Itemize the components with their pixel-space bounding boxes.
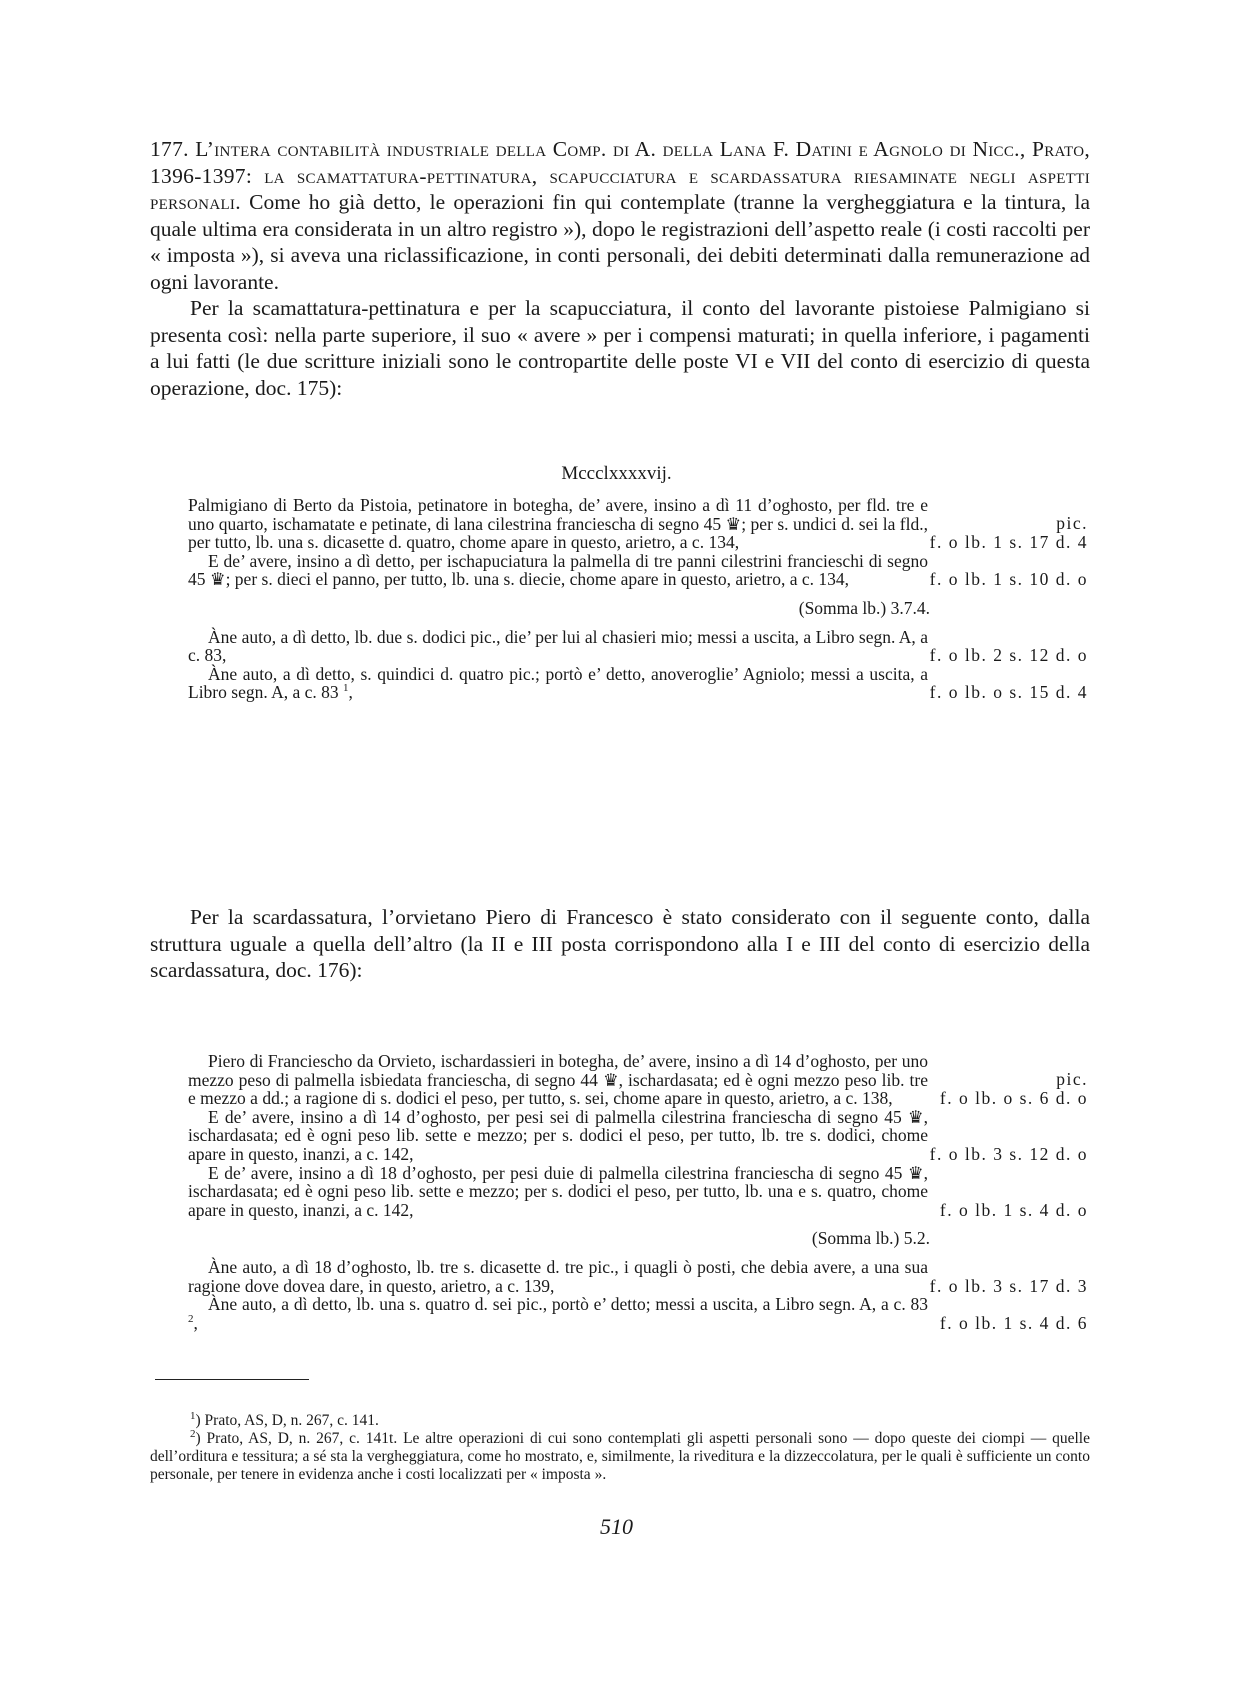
section-heading: 177. L’intera contabilità industriale della Comp. di A. della Lana F. Datini e Agnolo di Nicc., Prato, 1396-1397: la scamattatura-pettinatura, scapucciatura e scardassatura riesaminate negli aspetti personali. [150,137,1090,214]
currency-label: pic. [1056,513,1088,534]
entry-text: E de’ avere, insino a dì 14 d’oghosto, per pesi sei di palmella cilestrina franciescha di segno 45 ♛, ischardasata; ed è ogni peso lib. sette e mezzo; per s. dodici el peso, per tutto, lb. tre s. dodici, chome apare in questo, inanzi, a c. 142, [188,1106,928,1164]
payment-amount: f. o lb. 3 s. 17 d. 3 [929,1275,1088,1296]
account-entry [188,496,1088,552]
entry-amount: f. o lb. 1 s. 10 d. o [929,569,1088,590]
payment-entry [188,665,1088,702]
payment-text: Àne auto, a dì detto, lb. una s. quatro d. sei pic., portò e’ detto; messi a uscita, a Libro segn. A, a c. 83 $^2$, [188,1294,928,1333]
entry-text: Piero di Franciescho da Orvieto, ischardassieri in botegha, de’ avere, insino a dì 14 d’oghosto, per uno mezzo peso di palmella isbiedata franciescha, di segno 44 ♛, ischardasata; ed è ogni mezzo peso lib. tre e mezzo a dd.; a ragione di s. dodici el peso, per tutto, s. sei, chome apare in questo, arietro, a c. 138, [188,1051,928,1109]
footnote-rule [155,1379,309,1380]
scardassatura-paragraph: Per la scardassatura, l’orvietano Piero di Francesco è stato considerato con il seguente conto, dalla struttura uguale a quella dell’altro (la II e III posta corrispondono alla I e III del conto di esercizio della scardassatura, doc. 176): [150,905,1090,982]
entry-amount: f. o lb. 1 s. 17 d. 4 [929,532,1088,553]
account-sum: (Somma lb.) 3.7.4. [798,597,930,618]
intro-paragraph-2: Per la scamattatura-pettinatura e per la scapucciatura, il conto del lavorante pistoiese Palmigiano si presenta così: nella parte superiore, il suo « avere » per i compensi maturati; in quella inferiore, i pagamenti a lui fatti (le due scritture iniziali sono le contropartite delle poste VI e VII del conto di esercizio di questa operazione, doc. 175): [150,296,1090,400]
payment-amount: f. o lb. 1 s. 4 d. 6 [939,1312,1088,1333]
account-entry [188,1108,1088,1164]
footnote-ref: 1 [343,682,349,695]
footnotes [150,1409,1090,1484]
entry-text: E de’ avere, insino a dì detto, per ischapuciatura la palmella di tre panni cilestrini francieschi di segno 45 ♛; per s. dieci el panno, per tutto, lb. una s. diecie, chome apare in questo, arietro, a c. 134, [188,550,928,590]
payment-text: Àne auto, a dì 18 d’oghosto, lb. tre s. dicasette d. tre pic., i quagli ò posti, che debia avere, a una sua ragione dove dovea dare, in questo, arietro, a c. 139, [188,1256,928,1296]
intro-section [150,136,1090,401]
account-palmigiano [188,496,1088,702]
footnote-ref: 2 [188,1312,194,1325]
payment-text: Àne auto, a dì detto, lb. due s. dodici pic., die’ per lui al chasieri mio; messi a uscita, a Libro segn. A, a c. 83, [188,626,928,666]
account-entry [188,1052,1088,1108]
entry-text: Palmigiano di Berto da Pistoia, petinatore in botegha, de’ avere, insino a dì 11 d’oghosto, per fld. tre e uno quarto, ischamatate e petinate, di lana cilestrina franciescha di segno 45 ♛; per s. undici d. sei la fld., per tutto, lb. una s. dicasette d. quatro, chome apare in questo, arietro, a c. 134, [188,495,928,553]
payment-entry [188,628,1088,665]
page-number: 510 [600,1514,633,1539]
account-entry [188,1164,1088,1220]
year-title: Mccclxxxxvij. [561,463,672,484]
entry-amount: f. o lb. 3 s. 12 d. o [929,1143,1088,1164]
payment-text: Àne auto, a dì detto, s. quindici d. quatro pic.; portò e’ detto, anoveroglie’ Agniolo; messi a uscita, a Libro segn. A, a c. 83 $^1$, [188,663,928,703]
account-sum: (Somma lb.) 5.2. [811,1228,930,1249]
account-entry [188,552,1088,589]
payment-entry [188,1295,1088,1332]
footnote: $^1$) Prato, AS, D, n. 267, c. 141. [190,1409,379,1429]
entry-amount: f. o lb. o s. 6 d. o [939,1088,1088,1109]
payment-amount: f. o lb. 2 s. 12 d. o [929,645,1088,666]
currency-label: pic. [1056,1069,1088,1090]
entry-amount: f. o lb. 1 s. 4 d. o [939,1199,1088,1220]
entry-text: E de’ avere, insino a dì 18 d’oghosto, per pesi duie di palmella cilestrina franciescha di segno 45 ♛, ischardasata; ed è ogni peso lib. sette e mezzo; per s. dodici el peso, per tutto, lb. una e s. quatro, chome apare in questo, inanzi, a c. 142, [188,1162,928,1220]
intro-body: Come ho già detto, le operazioni fin qui contemplate (tranne la vergheggiatura e la tintura, la quale ultima era considerata in un altro registro »), dopo le registrazioni dell’aspetto reale (i costi raccolti per « imposta »), si aveva una riclassificazione, in conti personali, dei debiti determinati dalla remunerazione ad ogni lavorante. [150,190,1090,294]
footnote: $^2$) Prato, AS, D, n. 267, c. 141t. Le altre operazioni di cui sono contemplati gli aspetti personali sono — dopo queste dei ciompi — quelle dell’orditura e tessitura; a sé sta la vergheggiatura, come ho mostrato, e, similmente, la riveditura e la dizzeccolatura, per le quali è sufficiente un conto personale, per tenere in evidenza anche i costi localizzati per « imposta ». [150,1427,1090,1483]
account-piero [188,1052,1088,1332]
payment-amount: f. o lb. o s. 15 d. 4 [929,682,1088,703]
payment-entry [188,1258,1088,1295]
